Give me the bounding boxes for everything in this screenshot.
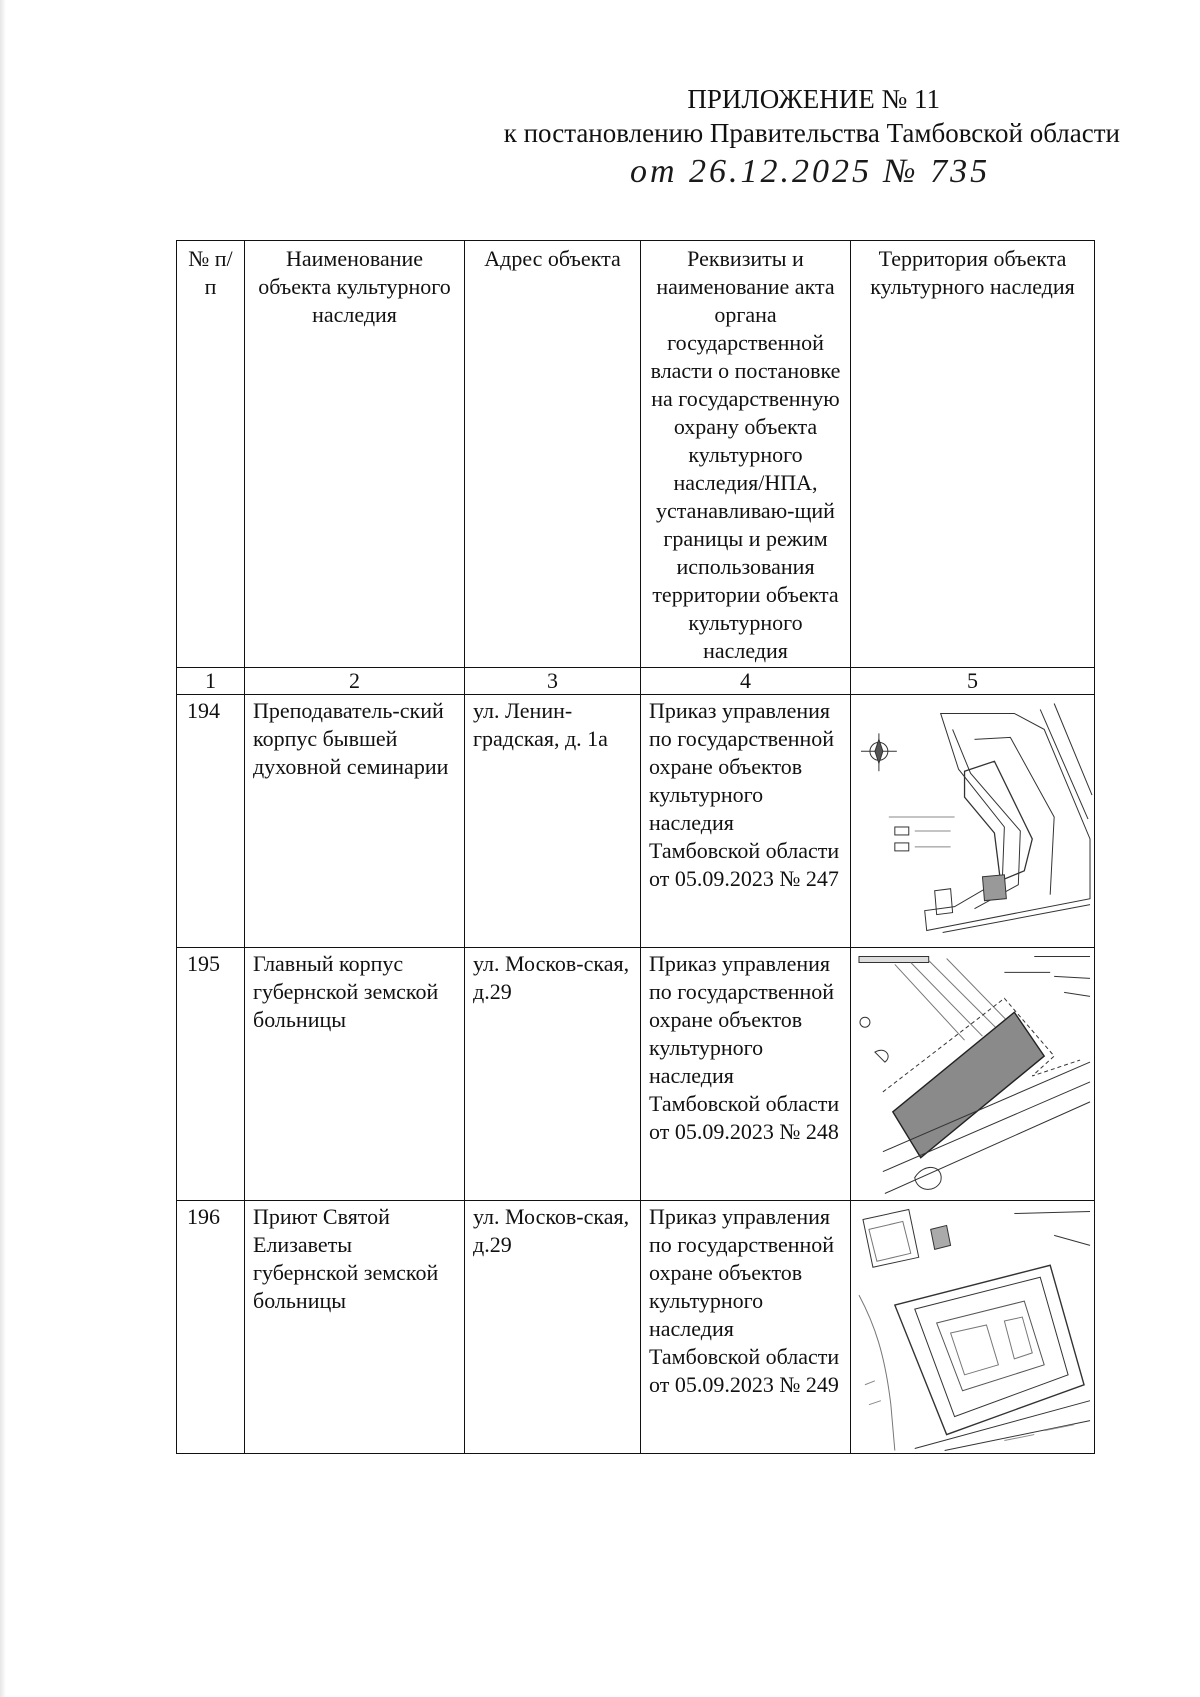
territory-cell — [851, 1201, 1095, 1454]
legal-act: Приказ управления по государственной охране объектов культурного наследия Тамбовской области от 05.09.2023 № 248 — [641, 948, 851, 1201]
svg-text:от 26.12.2025 № 735: от 26.12.2025 № 735 — [630, 153, 991, 190]
col-header-num: № п/п — [177, 241, 245, 668]
object-name: Приют Святой Елизаветы губернской земской больницы — [245, 1201, 465, 1454]
handwritten-date-number — [630, 148, 1030, 200]
site-plan-map-icon — [855, 699, 1094, 947]
legal-act: Приказ управления по государственной охране объектов культурного наследия Тамбовской области от 05.09.2023 № 247 — [641, 695, 851, 948]
table-row — [177, 948, 1095, 1201]
appendix-title: ПРИЛОЖЕНИЕ № 11 — [687, 84, 940, 114]
site-plan-map-icon — [855, 952, 1094, 1200]
table-row — [177, 1201, 1095, 1454]
site-plan-map-icon — [855, 1205, 1094, 1453]
object-address: ул. Ленин-градская, д. 1а — [465, 695, 641, 948]
row-number: 195 — [177, 948, 245, 1201]
object-address: ул. Москов-ская, д.29 — [465, 1201, 641, 1454]
column-number-row — [177, 668, 1095, 695]
col-number: 1 — [177, 668, 245, 695]
territory-cell — [851, 948, 1095, 1201]
col-header-act: Реквизиты и наименование акта органа государственной власти о постановке на государственную охрану объекта культурного наследия/НПА, устанавливаю-щий границы и режим использования территории объекта культурного наследия — [641, 241, 851, 668]
col-number: 5 — [851, 668, 1095, 695]
scan-edge — [0, 0, 6, 1697]
row-number: 196 — [177, 1201, 245, 1454]
heritage-objects-table — [176, 240, 1095, 1454]
territory-cell — [851, 695, 1095, 948]
object-address: ул. Москов-ская, д.29 — [465, 948, 641, 1201]
col-number: 2 — [245, 668, 465, 695]
col-header-address: Адрес объекта — [465, 241, 641, 668]
legal-act: Приказ управления по государственной охране объектов культурного наследия Тамбовской области от 05.09.2023 № 249 — [641, 1201, 851, 1454]
col-number: 4 — [641, 668, 851, 695]
object-name: Главный корпус губернской земской больницы — [245, 948, 465, 1201]
table-header-row — [177, 241, 1095, 668]
document-header — [504, 82, 1120, 150]
table-row — [177, 695, 1095, 948]
col-number: 3 — [465, 668, 641, 695]
appendix-subtitle: к постановлению Правительства Тамбовской области — [503, 118, 1120, 148]
object-name: Преподаватель-ский корпус бывшей духовной семинарии — [245, 695, 465, 948]
row-number: 194 — [177, 695, 245, 948]
col-header-territory: Территория объекта культурного наследия — [851, 241, 1095, 668]
col-header-name: Наименование объекта культурного наследия — [245, 241, 465, 668]
